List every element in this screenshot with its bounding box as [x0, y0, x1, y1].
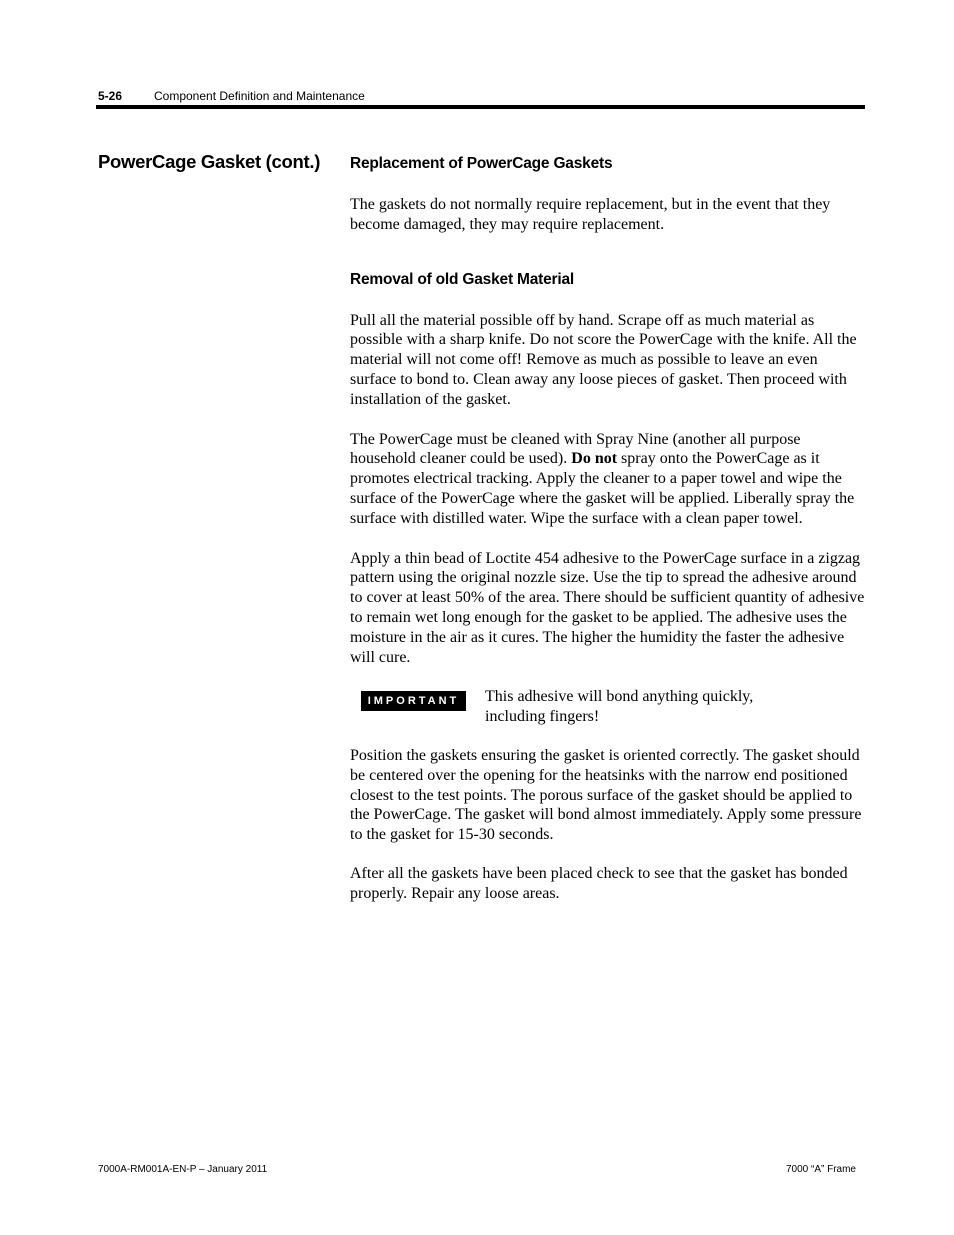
replacement-heading: Replacement of PowerCage Gaskets: [350, 155, 613, 172]
removal-paragraph-2-start: The PowerCage must be cleaned with Spray Nine (another all purpose household cleaner could be used).: [350, 430, 801, 468]
removal-paragraph-1: Pull all the material possible off by hand. Scrape off as much material as possible with a sharp knife. Do not score the PowerCage with the knife. All the material will not come off! Remove as much as possible to leave an even surface to bond to. Clean away any loose pieces of gasket. Then proceed with installation of the gasket.: [350, 311, 857, 408]
removal-paragraph-2-end: spray onto the PowerCage as it promotes electrical tracking. Apply the cleaner to a paper towel and wipe the surface of the PowerCage where the gasket will be applied. Liberally spray the surface with distilled water. Wipe the surface with a clean paper towel.: [350, 450, 855, 527]
footer-product: 7000 “A” Frame: [785, 1164, 856, 1175]
page-number: 5-26: [98, 89, 123, 103]
page-header: [98, 89, 864, 103]
removal-paragraph-2: [350, 430, 866, 529]
important-notice: [350, 687, 866, 727]
do-not-emphasis: Do not: [571, 450, 618, 468]
replacement-paragraph: The gaskets do not normally require replacement, but in the event that they become damaged, they may require replacement.: [350, 196, 831, 233]
chapter-title: Component Definition and Maintenance: [154, 89, 365, 103]
removal-paragraph-3: Apply a thin bead of Loctite 454 adhesive to the PowerCage surface in a zigzag pattern using the original nozzle size. Use the tip to spread the adhesive around to cover at least 50% of the area. There should be sufficient quantity of adhesive to remain wet long enough for the gasket to be applied. The adhesive uses the moisture in the air as it cures. The higher the humidity the faster the adhesive will cure.: [350, 549, 865, 666]
main-content: [350, 154, 866, 904]
important-badge: IMPORTANT: [361, 691, 466, 711]
important-text: This adhesive will bond anything quickly, including fingers!: [485, 688, 754, 726]
header-rule: [96, 105, 865, 109]
removal-paragraph-4: Position the gaskets ensuring the gasket is oriented correctly. The gasket should be centered over the opening for the heatsinks with the narrow end positioned closest to the test points. The porous surface of the gasket should be applied to the PowerCage. The gasket will bond almost immediately. Apply some pressure to the gasket for 15-30 seconds.: [350, 746, 862, 844]
footer-publication: 7000A-RM001A-EN-P – January 2011: [98, 1164, 268, 1175]
section-title: PowerCage Gasket (cont.): [98, 151, 321, 172]
removal-heading: Removal of old Gasket Material: [350, 270, 574, 288]
removal-paragraph-5: After all the gaskets have been placed check to see that the gasket has bonded properly. Repair any loose areas.: [350, 864, 848, 902]
